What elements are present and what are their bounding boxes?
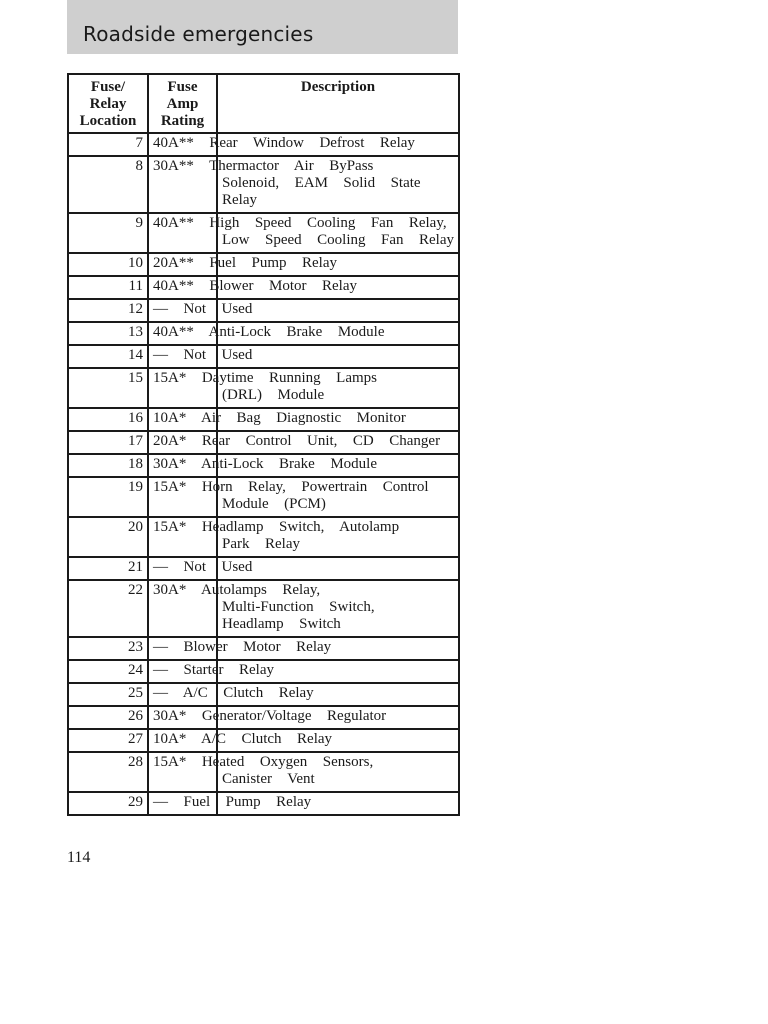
fuse-location-cell bbox=[68, 454, 148, 477]
fuse-description-line: Blower Motor Relay bbox=[209, 278, 357, 294]
fuse-description-line: Module (PCM) bbox=[222, 496, 326, 512]
table-row bbox=[68, 276, 459, 299]
fuse-description-line: High Speed Cooling Fan Relay, bbox=[209, 215, 447, 231]
fuse-description-line: Rear Control Unit, CD Changer bbox=[201, 433, 441, 449]
fuse-location: 13 bbox=[128, 324, 143, 340]
fuse-location-cell bbox=[68, 368, 148, 408]
fuse-amp-rating: 15A* bbox=[153, 370, 187, 386]
table-row bbox=[68, 299, 459, 322]
fuse-location: 18 bbox=[128, 456, 143, 472]
fuse-description-cell bbox=[217, 299, 459, 322]
fuse-amp-cell bbox=[148, 660, 274, 683]
fuse-entry-line bbox=[149, 158, 374, 175]
fuse-entry-line bbox=[149, 347, 253, 364]
fuse-amp-rating: 10A* bbox=[153, 731, 187, 747]
fuse-location: 23 bbox=[128, 639, 143, 655]
header-amp-line: Fuse bbox=[167, 79, 198, 95]
table-row bbox=[68, 729, 459, 752]
table-row bbox=[68, 683, 459, 706]
fuse-description-line: Fuel Pump Relay bbox=[183, 794, 312, 810]
fuse-entry-line bbox=[149, 582, 321, 599]
fuse-description-line: Generator/Voltage Regulator bbox=[201, 708, 387, 724]
fuse-amp-rating: 15A* bbox=[153, 754, 187, 770]
table-row bbox=[68, 660, 459, 683]
fuse-description-line: Horn Relay, Powertrain Control bbox=[201, 479, 429, 495]
fuse-location-cell bbox=[68, 729, 148, 752]
fuse-description-line: Daytime Running Lamps bbox=[201, 370, 377, 386]
fuse-location-cell bbox=[68, 706, 148, 729]
fuse-location: 28 bbox=[128, 754, 143, 770]
fuse-amp-rating: — bbox=[153, 639, 168, 655]
fuse-description-line: Autolamps Relay, bbox=[201, 582, 321, 598]
fuse-amp-rating: — bbox=[153, 794, 168, 810]
fuse-location: 22 bbox=[128, 582, 143, 598]
fuse-location-cell bbox=[68, 322, 148, 345]
fuse-entry-line bbox=[149, 301, 253, 318]
fuse-amp-cell bbox=[148, 408, 406, 431]
fuse-location: 24 bbox=[128, 662, 143, 678]
fuse-description-line: Solenoid, EAM Solid State bbox=[222, 175, 421, 191]
fuse-description-cell bbox=[217, 557, 459, 580]
fuse-location: 25 bbox=[128, 685, 143, 701]
fuse-entry-line bbox=[149, 685, 314, 702]
fuse-location-cell bbox=[68, 276, 148, 299]
table-row bbox=[68, 454, 459, 477]
fuse-entry-line bbox=[149, 754, 374, 771]
table-row bbox=[68, 368, 459, 408]
fuse-location: 26 bbox=[128, 708, 143, 724]
fuse-description-line: Heated Oxygen Sensors, bbox=[201, 754, 374, 770]
fuse-location: 15 bbox=[128, 370, 143, 386]
fuse-amp-rating: — bbox=[153, 347, 168, 363]
table-row bbox=[68, 345, 459, 368]
fuse-amp-cell bbox=[148, 431, 441, 454]
fuse-amp-cell bbox=[148, 454, 377, 477]
fuse-amp-cell bbox=[148, 637, 332, 660]
fuse-amp-rating: — bbox=[153, 662, 168, 678]
fuse-amp-cell bbox=[148, 557, 253, 580]
fuse-amp-rating: 30A* bbox=[153, 582, 187, 598]
fuse-location-cell bbox=[68, 637, 148, 660]
fuse-amp-rating: 30A* bbox=[153, 456, 187, 472]
fuse-location-cell bbox=[68, 345, 148, 368]
fuse-description-line: Headlamp Switch bbox=[222, 616, 341, 632]
fuse-location: 27 bbox=[128, 731, 143, 747]
fuse-description-line: Low Speed Cooling Fan Relay bbox=[222, 232, 454, 248]
fuse-amp-rating: 40A** bbox=[153, 278, 194, 294]
fuse-amp-rating: 20A** bbox=[153, 255, 194, 271]
table-body bbox=[68, 133, 459, 815]
fuse-entry-line bbox=[149, 639, 332, 656]
fuse-description-cell bbox=[217, 345, 459, 368]
fuse-entry-line bbox=[149, 324, 385, 341]
fuse-amp-cell bbox=[148, 345, 253, 368]
fuse-location-cell bbox=[68, 477, 148, 517]
fuse-location-cell bbox=[68, 156, 148, 213]
fuse-description-line: Park Relay bbox=[222, 536, 300, 552]
first-line-spacer bbox=[218, 559, 458, 576]
fuse-entry-line bbox=[149, 370, 377, 387]
table-row bbox=[68, 517, 459, 557]
fuse-location-cell bbox=[68, 683, 148, 706]
fuse-entry-line bbox=[149, 731, 333, 748]
table-row bbox=[68, 792, 459, 815]
section-header bbox=[67, 0, 458, 54]
fuse-location: 17 bbox=[128, 433, 143, 449]
fuse-amp-rating: 40A** bbox=[153, 324, 194, 340]
fuse-description-line: Canister Vent bbox=[222, 771, 315, 787]
table-row bbox=[68, 213, 459, 253]
fuse-amp-rating: 30A** bbox=[153, 158, 194, 174]
table-row bbox=[68, 580, 459, 637]
fuse-description-line: Anti-Lock Brake Module bbox=[208, 324, 385, 340]
header-description-line: Description bbox=[300, 79, 376, 95]
fuse-location: 20 bbox=[128, 519, 143, 535]
fuse-entry-line bbox=[149, 433, 441, 450]
table-row bbox=[68, 557, 459, 580]
fuse-description-line: Thermactor Air ByPass bbox=[209, 158, 374, 174]
header-location bbox=[68, 74, 148, 133]
header-amp-rating bbox=[148, 74, 217, 133]
fuse-amp-rating: — bbox=[153, 301, 168, 317]
fuse-description-line: Relay bbox=[222, 192, 257, 208]
fuse-entry-line bbox=[149, 255, 338, 272]
first-line-spacer bbox=[218, 347, 458, 364]
fuse-amp-cell bbox=[148, 133, 415, 156]
fuse-description-line: Anti-Lock Brake Module bbox=[201, 456, 377, 472]
fuse-description-line: A/C Clutch Relay bbox=[182, 685, 314, 701]
fuse-amp-rating: — bbox=[153, 685, 168, 701]
fuse-location-cell bbox=[68, 517, 148, 557]
fuse-relay-table bbox=[67, 73, 460, 816]
fuse-amp-rating: 20A* bbox=[153, 433, 187, 449]
fuse-amp-cell bbox=[148, 253, 338, 276]
fuse-location-cell bbox=[68, 299, 148, 322]
fuse-description-line: Multi-Function Switch, bbox=[222, 599, 375, 615]
table-row bbox=[68, 253, 459, 276]
fuse-location: 12 bbox=[128, 301, 143, 317]
fuse-description-line: Headlamp Switch, Autolamp bbox=[201, 519, 400, 535]
header-location-line: Fuse/ bbox=[90, 79, 126, 95]
fuse-amp-rating: — bbox=[153, 559, 168, 575]
table-row bbox=[68, 752, 459, 792]
fuse-entry-line bbox=[149, 662, 274, 679]
table-row bbox=[68, 706, 459, 729]
fuse-location: 16 bbox=[128, 410, 143, 426]
table-row bbox=[68, 431, 459, 454]
fuse-amp-cell bbox=[148, 322, 385, 345]
fuse-location-cell bbox=[68, 752, 148, 792]
fuse-amp-cell bbox=[148, 683, 314, 706]
fuse-amp-cell bbox=[148, 299, 253, 322]
fuse-description-line: Fuel Pump Relay bbox=[209, 255, 338, 271]
fuse-description-line: Not Used bbox=[183, 559, 253, 575]
header-location-line: Relay bbox=[89, 96, 127, 112]
fuse-description-line: A/C Clutch Relay bbox=[201, 731, 333, 747]
fuse-amp-rating: 15A* bbox=[153, 519, 187, 535]
fuse-location-cell bbox=[68, 660, 148, 683]
fuse-description-line: Air Bag Diagnostic Monitor bbox=[201, 410, 406, 426]
fuse-amp-cell bbox=[148, 729, 333, 752]
fuse-description-line: Starter Relay bbox=[183, 662, 274, 678]
header-amp-line: Amp bbox=[166, 96, 199, 112]
table-row bbox=[68, 637, 459, 660]
fuse-amp-rating: 40A** bbox=[153, 215, 194, 231]
table-row bbox=[68, 322, 459, 345]
fuse-description-line: Not Used bbox=[183, 301, 253, 317]
fuse-location: 21 bbox=[128, 559, 143, 575]
fuse-description-line: (DRL) Module bbox=[222, 387, 325, 403]
fuse-amp-rating: 10A* bbox=[153, 410, 187, 426]
fuse-location-cell bbox=[68, 408, 148, 431]
fuse-location-cell bbox=[68, 253, 148, 276]
fuse-location: 14 bbox=[128, 347, 143, 363]
fuse-description-line: Not Used bbox=[183, 347, 253, 363]
fuse-location: 11 bbox=[128, 278, 143, 294]
fuse-entry-line bbox=[149, 278, 357, 295]
fuse-location: 8 bbox=[135, 158, 143, 174]
fuse-amp-rating: 30A* bbox=[153, 708, 187, 724]
fuse-amp-rating: 15A* bbox=[153, 479, 187, 495]
fuse-location: 10 bbox=[128, 255, 143, 271]
fuse-location-cell bbox=[68, 431, 148, 454]
fuse-entry-line bbox=[149, 479, 429, 496]
fuse-entry-line bbox=[149, 215, 447, 232]
table-row bbox=[68, 156, 459, 213]
table-header-row bbox=[68, 74, 459, 133]
fuse-location-cell bbox=[68, 133, 148, 156]
fuse-entry-line bbox=[149, 708, 387, 725]
fuse-description-line: Rear Window Defrost Relay bbox=[209, 135, 415, 151]
fuse-entry-line bbox=[149, 519, 400, 536]
fuse-location: 7 bbox=[135, 135, 143, 151]
fuse-description-line: Blower Motor Relay bbox=[183, 639, 332, 655]
header-location-line: Location bbox=[79, 113, 137, 129]
header-amp-line: Rating bbox=[160, 113, 205, 129]
fuse-amp-cell bbox=[148, 792, 312, 815]
fuse-entry-line bbox=[149, 559, 253, 576]
table-row bbox=[68, 477, 459, 517]
fuse-entry-line bbox=[149, 410, 406, 427]
table-row bbox=[68, 133, 459, 156]
fuse-amp-rating: 40A** bbox=[153, 135, 194, 151]
fuse-location: 9 bbox=[135, 215, 143, 231]
table-row bbox=[68, 408, 459, 431]
fuse-entry-line bbox=[149, 135, 415, 152]
page-number: 114 bbox=[67, 849, 91, 866]
fuse-location-cell bbox=[68, 792, 148, 815]
fuse-location-cell bbox=[68, 580, 148, 637]
fuse-location: 29 bbox=[128, 794, 143, 810]
fuse-entry-line bbox=[149, 456, 377, 473]
fuse-amp-cell bbox=[148, 276, 357, 299]
first-line-spacer bbox=[218, 301, 458, 318]
fuse-location-cell bbox=[68, 557, 148, 580]
header-description bbox=[217, 74, 459, 133]
fuse-location: 19 bbox=[128, 479, 143, 495]
fuse-amp-cell bbox=[148, 706, 387, 729]
fuse-location-cell bbox=[68, 213, 148, 253]
fuse-entry-line bbox=[149, 794, 312, 811]
section-title: Roadside emergencies bbox=[83, 22, 314, 46]
